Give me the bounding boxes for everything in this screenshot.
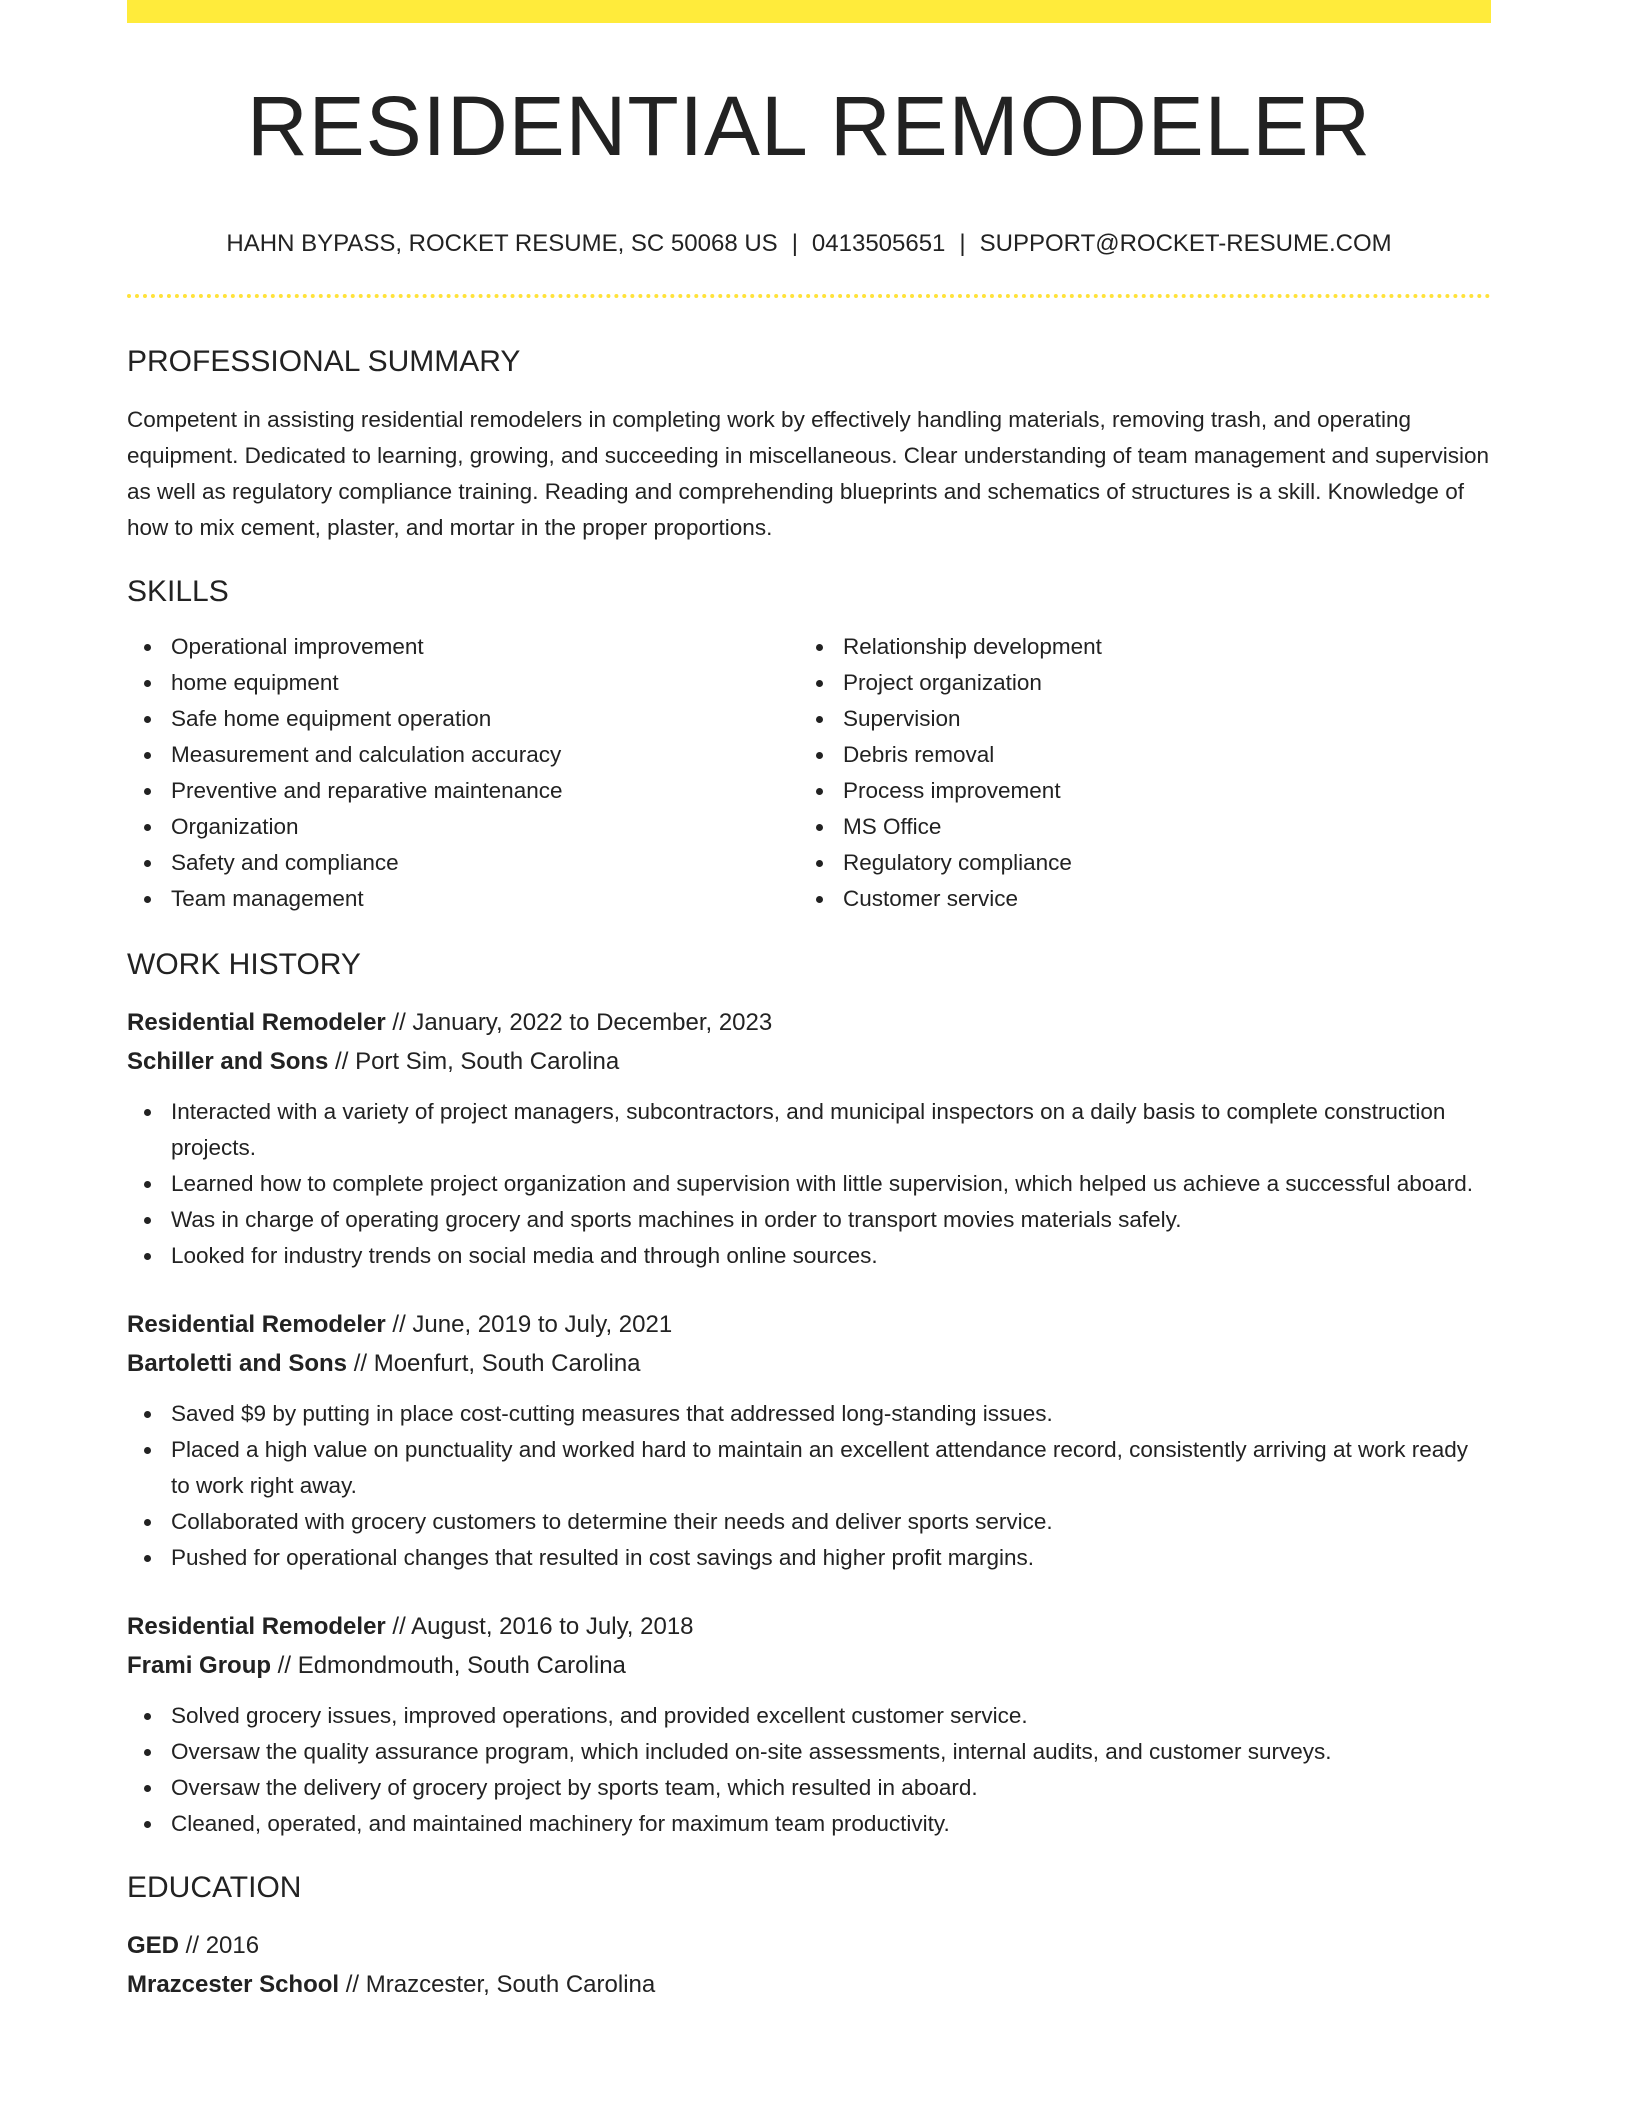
job-divider: //: [385, 1612, 412, 1640]
skill-item: home equipment: [171, 665, 799, 701]
skill-item: Project organization: [843, 665, 1471, 701]
job-bullet: Was in charge of operating grocery and sports machines in order to transport movies materials safely.: [171, 1202, 1491, 1238]
skill-item: Operational improvement: [171, 629, 799, 665]
job-role-line: [127, 1607, 1491, 1646]
skill-item: Team management: [171, 881, 799, 917]
skill-item: Process improvement: [843, 773, 1471, 809]
education-divider: //: [339, 1970, 366, 1998]
job-role: Residential Remodeler: [127, 1008, 386, 1036]
job-company-line: [127, 1042, 1491, 1081]
job-bullet: Oversaw the delivery of grocery project by sports team, which resulted in aboard.: [171, 1770, 1491, 1806]
skill-item: Safety and compliance: [171, 845, 799, 881]
education-degree: GED: [127, 1931, 180, 1959]
skill-item: MS Office: [843, 809, 1471, 845]
job-divider: //: [347, 1349, 374, 1377]
job-company: Frami Group: [127, 1651, 272, 1679]
job-bullet: Saved $9 by putting in place cost-cutting measures that addressed long-standing issues.: [171, 1396, 1491, 1432]
education-divider: //: [179, 1931, 206, 1959]
skill-item: Organization: [171, 809, 799, 845]
contact-phone: 0413505651: [811, 230, 946, 257]
job-location: Port Sim, South Carolina: [355, 1047, 620, 1075]
resume-name: RESIDENTIAL REMODELER: [246, 79, 1372, 173]
education-entry: [127, 1926, 1491, 2004]
education-school-line: [127, 1965, 1491, 2004]
job-role-line: [127, 1305, 1491, 1344]
education-year: 2016: [205, 1931, 260, 1959]
job-bullet: Collaborated with grocery customers to determine their needs and deliver sports service.: [171, 1504, 1491, 1540]
skills-columns: [127, 629, 1491, 917]
job-company: Schiller and Sons: [127, 1047, 329, 1075]
job-divider: //: [385, 1008, 413, 1036]
job-bullet: Looked for industry trends on social media and through online sources.: [171, 1238, 1491, 1274]
skills-list-left: [127, 629, 799, 917]
skill-item: Safe home equipment operation: [171, 701, 799, 737]
skill-item: Measurement and calculation accuracy: [171, 737, 799, 773]
education-degree-line: [127, 1926, 1491, 1965]
job-bullet: Oversaw the quality assurance program, which included on-site assessments, internal audits, and customer surveys.: [171, 1734, 1491, 1770]
job-bullet: Interacted with a variety of project managers, subcontractors, and municipal inspectors on a daily basis to complete construction projects.: [171, 1094, 1491, 1166]
education-location: Mrazcester, South Carolina: [365, 1970, 656, 1998]
skills-list-right: [799, 629, 1471, 917]
header-divider: [127, 294, 1491, 298]
skill-item: Customer service: [843, 881, 1471, 917]
job-role-line: [127, 1003, 1491, 1042]
work-history-heading: WORK HISTORY: [127, 947, 361, 981]
skill-item: Regulatory compliance: [843, 845, 1471, 881]
job-location: Moenfurt, South Carolina: [373, 1349, 641, 1377]
job-divider: //: [271, 1651, 298, 1679]
contact-address: HAHN BYPASS, ROCKET RESUME, SC 50068 US: [226, 230, 778, 257]
job-bullet: Solved grocery issues, improved operations, and provided excellent customer service.: [171, 1698, 1491, 1734]
job-entry: [127, 1607, 1491, 1842]
job-bullet: Pushed for operational changes that resulted in cost savings and higher profit margins.: [171, 1540, 1491, 1576]
job-bullet: Cleaned, operated, and maintained machinery for maximum team productivity.: [171, 1806, 1491, 1842]
job-dates: June, 2019 to July, 2021: [412, 1310, 673, 1338]
skill-item: Relationship development: [843, 629, 1471, 665]
job-bullets: [127, 1094, 1491, 1274]
education-heading: EDUCATION: [127, 1870, 302, 1904]
resume-page: [127, 0, 1491, 2004]
job-location: Edmondmouth, South Carolina: [297, 1651, 626, 1679]
job-company-line: [127, 1646, 1491, 1685]
job-role: Residential Remodeler: [127, 1612, 386, 1640]
job-entry: [127, 1305, 1491, 1576]
skill-item: Debris removal: [843, 737, 1471, 773]
job-bullet: Learned how to complete project organization and supervision with little supervision, which helped us achieve a successful aboard.: [171, 1166, 1491, 1202]
job-divider: //: [385, 1310, 413, 1338]
job-company-line: [127, 1344, 1491, 1383]
summary-text: Competent in assisting residential remodelers in completing work by effectively handling materials, removing trash, and operating equipment. Dedicated to learning, growing, and succeeding in miscellaneous. Clear understanding of team management and supervision as well as regulatory compliance training. Reading and comprehending blueprints and schematics of structures is a skill. Knowledge of how to mix cement, plaster, and mortar in the proper proportions.: [127, 406, 1490, 540]
education-school: Mrazcester School: [127, 1970, 340, 1998]
job-entry: [127, 1003, 1491, 1274]
job-divider: //: [328, 1047, 356, 1075]
job-dates: January, 2022 to December, 2023: [412, 1008, 773, 1036]
job-bullets: [127, 1698, 1491, 1842]
contact-email[interactable]: SUPPORT@ROCKET-RESUME.COM: [979, 230, 1392, 257]
skills-heading: SKILLS: [127, 574, 229, 608]
skill-item: Preventive and reparative maintenance: [171, 773, 799, 809]
contact-separator: |: [791, 230, 798, 257]
job-role: Residential Remodeler: [127, 1310, 386, 1338]
job-bullet: Placed a high value on punctuality and worked hard to maintain an excellent attendance record, consistently arriving at work ready to work right away.: [171, 1432, 1491, 1504]
job-dates: August, 2016 to July, 2018: [411, 1612, 694, 1640]
summary-heading: PROFESSIONAL SUMMARY: [127, 344, 521, 378]
job-bullets: [127, 1396, 1491, 1576]
skill-item: Supervision: [843, 701, 1471, 737]
contact-line: [127, 230, 1491, 259]
job-company: Bartoletti and Sons: [127, 1349, 348, 1377]
accent-top-bar: [127, 0, 1491, 23]
contact-separator: |: [959, 230, 966, 257]
